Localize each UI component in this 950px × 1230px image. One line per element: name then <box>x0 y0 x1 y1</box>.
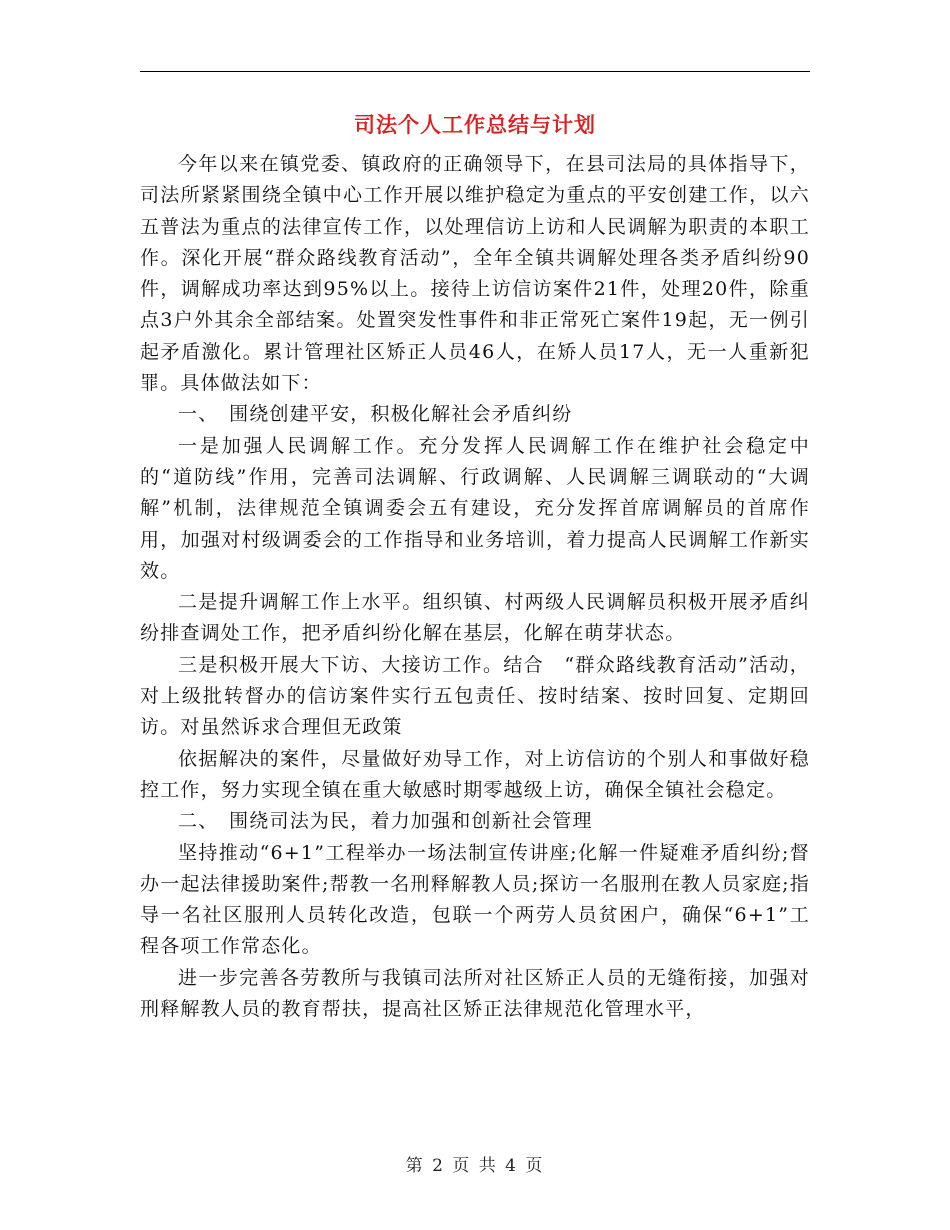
paragraph-petition-handling: 依据解决的案件，尽量做好劝导工作，对上访信访的个别人和事做好稳控工作，努力实现全镇在重大敏感时期零越级上访，确保全镇社会稳定。 <box>140 747 810 801</box>
paragraph-community-correction: 进一步完善各劳教所与我镇司法所对社区矫正人员的无缝衔接，加强对刑释解教人员的教育帮扶，提高社区矫正法律规范化管理水平， <box>140 966 810 1021</box>
section-heading-1: 一、 围绕创建平安，积极化解社会矛盾纠纷 <box>178 403 573 426</box>
paragraph-petition-visits: 三是积极开展大下访、大接访工作。结合 “群众路线教育活动”活动，对上级批转督办的信访案件实行五包责任、按时结案、按时回复、定期回访。对虽然诉求合理但无政策 <box>140 653 810 739</box>
header-rule <box>140 71 810 72</box>
document-title: 司法个人工作总结与计划 <box>354 113 596 137</box>
paragraph-mediation: 一是加强人民调解工作。充分发挥人民调解工作在维护社会稳定中的“道防线”作用，完善司法调解、行政调解、人民调解三调联动的“大调解”机制，法律规范全镇调委会五有建设，充分发挥首席调解员的首席作用，加强对村级调委会的工作指导和业务培训，着力提高人民调解工作新实效。 <box>140 434 810 582</box>
paragraph-intro: 今年以来在镇党委、镇政府的正确领导下，在县司法局的具体指导下，司法所紧紧围绕全镇中心工作开展以维护稳定为重点的平安创建工作，以六五普法为重点的法律宣传工作，以处理信访上访和人民调解为职责的本职工作。深化开展“群众路线教育活动”，全年全镇共调解处理各类矛盾纠纷90件，调解成功率达到95%以上。接待上访信访案件21件，处理20件，除重点3户外其余全部结案。处置突发性事件和非正常死亡案件19起，无一例引起矛盾激化。累计管理社区矫正人员46人，在矫人员17人，无一人重新犯罪。具体做法如下： <box>140 153 810 395</box>
page-footer: 第 2 页 共 4 页 <box>405 1156 545 1176</box>
document-body <box>140 149 810 1025</box>
section-heading-2: 二、 围绕司法为民，着力加强和创新社会管理 <box>178 810 593 833</box>
paragraph-improve-mediation: 二是提升调解工作上水平。组织镇、村两级人民调解员积极开展矛盾纠纷排查调处工作，把矛盾纠纷化解在基层，化解在萌芽状态。 <box>140 591 810 645</box>
paragraph-6plus1-project: 坚持推动“6+1”工程举办一场法制宣传讲座;化解一件疑难矛盾纠纷;督办一起法律援助案件;帮教一名刑释解教人员;探访一名服刑在教人员家庭;指导一名社区服刑人员转化改造，包联一个两劳人员贫困户，确保“6+1”工程各项工作常态化。 <box>140 841 810 958</box>
